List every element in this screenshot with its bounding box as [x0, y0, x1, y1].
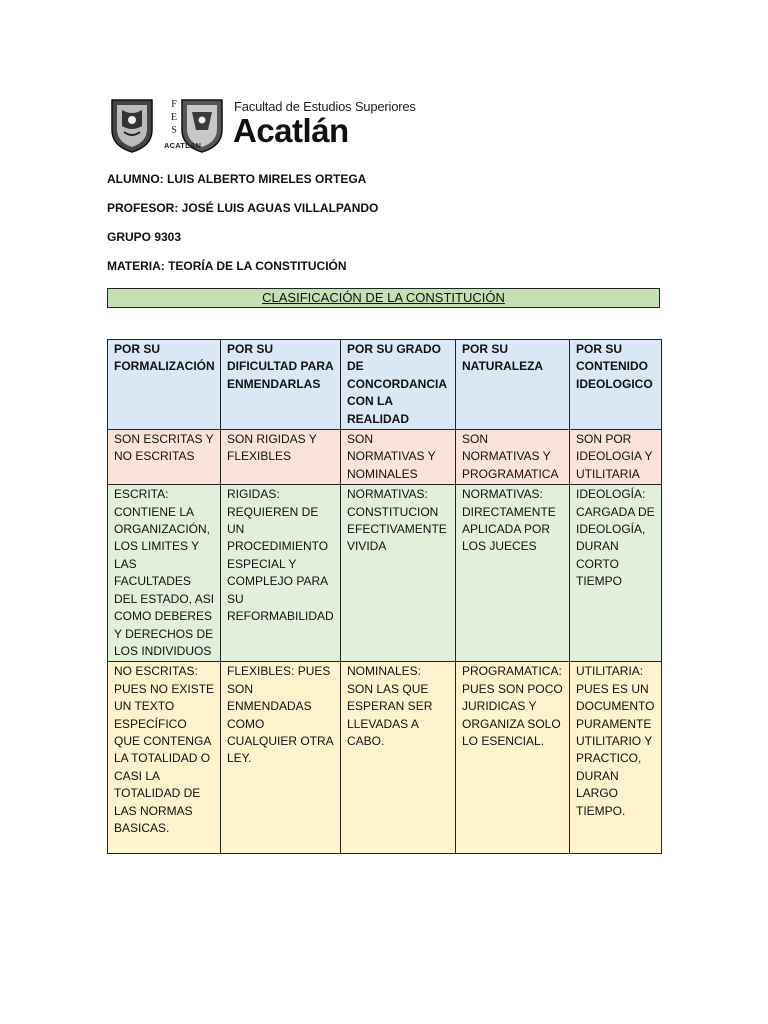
table-header-cell: POR SU CONTENIDO IDEOLOGICO — [570, 340, 662, 430]
subject-line: MATERIA: TEORÍA DE LA CONSTITUCIÓN — [107, 259, 347, 273]
table-cell: ESCRITA: CONTIENE LA ORGANIZACIÓN, LOS LIMITES Y LAS FACULTADES DEL ESTADO, ASI COMO DEBERES Y DERECHOS DE LOS INDIVIDUOS — [108, 485, 221, 662]
classification-table — [107, 339, 662, 854]
table-header-row — [108, 340, 662, 430]
document-title: CLASIFICACIÓN DE LA CONSTITUCIÓN — [107, 288, 660, 308]
table-row — [108, 662, 662, 854]
table-row — [108, 485, 662, 662]
student-line: ALUMNO: LUIS ALBERTO MIRELES ORTEGA — [107, 172, 367, 186]
table-cell: SON RIGIDAS Y FLEXIBLES — [221, 430, 341, 485]
table-cell: NOMINALES: SON LAS QUE ESPERAN SER LLEVADAS A CABO. — [341, 662, 456, 854]
acatlan-small-label: ACATLAN — [164, 141, 202, 150]
table-header-cell: POR SU FORMALIZACIÓN — [108, 340, 221, 430]
table-cell: UTILITARIA: PUES ES UN DOCUMENTO PURAMENTE UTILITARIO Y PRACTICO, DURAN LARGO TIEMPO. — [570, 662, 662, 854]
faculty-name: Facultad de Estudios Superiores — [234, 99, 416, 114]
table-cell: SON NORMATIVAS Y PROGRAMATICA — [456, 430, 570, 485]
professor-line: PROFESOR: JOSÉ LUIS AGUAS VILLALPANDO — [107, 201, 379, 215]
table-header-cell: POR SU NATURALEZA — [456, 340, 570, 430]
table-cell: RIGIDAS: REQUIEREN DE UN PROCEDIMIENTO ESPECIAL Y COMPLEJO PARA SU REFORMABILIDAD — [221, 485, 341, 662]
table-cell: FLEXIBLES: PUES SON ENMENDADAS COMO CUALQUIER OTRA LEY. — [221, 662, 341, 854]
table-cell: NO ESCRITAS: PUES NO EXISTE UN TEXTO ESPECÍFICO QUE CONTENGA LA TOTALIDAD O CASI LA TOTALIDAD DE LAS NORMAS BASICAS. — [108, 662, 221, 854]
unam-seal-icon — [108, 96, 156, 154]
table-cell: IDEOLOGÍA: CARGADA DE IDEOLOGÍA, DURAN CORTO TIEMPO — [570, 485, 662, 662]
table-cell: SON NORMATIVAS Y NOMINALES — [341, 430, 456, 485]
table-row — [108, 430, 662, 485]
table-cell: NORMATIVAS: CONSTITUCION EFECTIVAMENTE VIVIDA — [341, 485, 456, 662]
table-header-cell: POR SU GRADO DE CONCORDANCIA CON LA REALIDAD — [341, 340, 456, 430]
campus-name: Acatlán — [233, 112, 349, 149]
table-cell: PROGRAMATICA: PUES SON POCO JURIDICAS Y ORGANIZA SOLO LO ESENCIAL. — [456, 662, 570, 854]
institution-logo — [108, 96, 416, 156]
fes-letters: F E S — [170, 99, 178, 136]
table-header-cell: POR SU DIFICULTAD PARA ENMENDARLAS — [221, 340, 341, 430]
group-line: GRUPO 9303 — [107, 230, 182, 244]
table-cell: SON POR IDEOLOGIA Y UTILITARIA — [570, 430, 662, 485]
table-cell: SON ESCRITAS Y NO ESCRITAS — [108, 430, 221, 485]
table-cell: NORMATIVAS: DIRECTAMENTE APLICADA POR LOS JUECES — [456, 485, 570, 662]
